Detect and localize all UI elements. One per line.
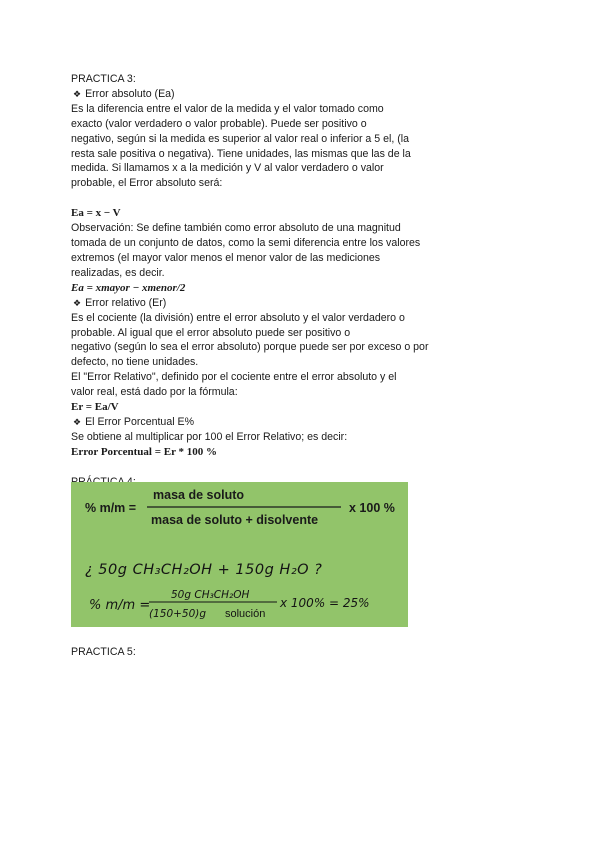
abs-desc-line: exacto (valor verdadero o valor probable). Puede ser positivo o (71, 117, 367, 130)
error-porcentual-title: ❖ El Error Porcentual E% (71, 415, 451, 430)
formula-lhs: % m/m = (85, 501, 137, 515)
practica5-heading: PRACTICA 5: (71, 646, 136, 658)
document-body (71, 72, 451, 490)
rel-formula: Er = Ea/V (71, 401, 119, 414)
pct-formula: Error Porcentual = Er * 100 % (71, 445, 217, 458)
abs-desc-line: probable, el Error absoluto será: (71, 177, 223, 190)
observacion-line: extremos (el mayor valor menos el menor valor de las mediciones (71, 251, 381, 264)
calc-denominator: (150+50)g (149, 608, 207, 620)
handwritten-question: ¿ 50g CH₃CH₂OH + 150g H₂O ? (85, 562, 323, 578)
formula-factor: x 100 % (349, 501, 395, 515)
abs-formula: Ea = x − V (71, 207, 121, 220)
rel-desc-line: negativo (según lo sea el error absoluto) porque puede ser por exceso o por (71, 341, 429, 354)
calc-result: x 100% = 25% (280, 596, 370, 610)
obs-formula: Ea = xmayor − xmenor/2 (71, 281, 186, 294)
calc-denominator-word: solución (225, 608, 266, 620)
observacion-line: tomada de un conjunto de datos, como la semi diferencia entre los valores (71, 237, 421, 250)
rel-desc-line: valor real, está dado por la fórmula: (71, 386, 238, 399)
rel-desc-line: probable. Al igual que el error absoluto puede ser positivo o (71, 326, 351, 339)
abs-desc-line: Es la diferencia entre el valor de la medida y el valor tomado como (71, 102, 384, 115)
error-absoluto-title: ❖ Error absoluto (Ea) (71, 87, 451, 102)
error-relativo-title: ❖ Error relativo (Er) (71, 296, 451, 311)
abs-desc-line: resta sale positiva o negativa). Tiene unidades, las mismas que las de la (71, 147, 411, 160)
mass-percent-figure (71, 482, 408, 627)
rel-desc-line: defecto, no tiene unidades. (71, 356, 199, 369)
abs-desc-line: negativo, según si la medida es superior al valor real o inferior a 5 el, (la (71, 132, 410, 145)
formula-denominator: masa de soluto + disolvente (151, 513, 319, 527)
abs-desc-line: medida. Si llamamos x a la medición y V al valor verdadero o valor (71, 162, 384, 175)
pct-desc: Se obtiene al multiplicar por 100 el Error Relativo; es decir: (71, 430, 348, 443)
observacion-line: Observación: Se define también como error absoluto de una magnitud (71, 222, 401, 235)
calc-numerator: 50g CH₃CH₂OH (171, 589, 250, 601)
practica3-heading: PRACTICA 3: (71, 73, 136, 85)
observacion-line: realizadas, es decir. (71, 266, 165, 279)
calc-lhs: % m/m = (89, 598, 151, 613)
formula-numerator: masa de soluto (153, 488, 244, 502)
rel-desc-line: Es el cociente (la división) entre el error absoluto y el valor verdadero o (71, 311, 405, 324)
rel-desc-line: El "Error Relativo", definido por el cociente entre el error absoluto y el (71, 371, 397, 384)
